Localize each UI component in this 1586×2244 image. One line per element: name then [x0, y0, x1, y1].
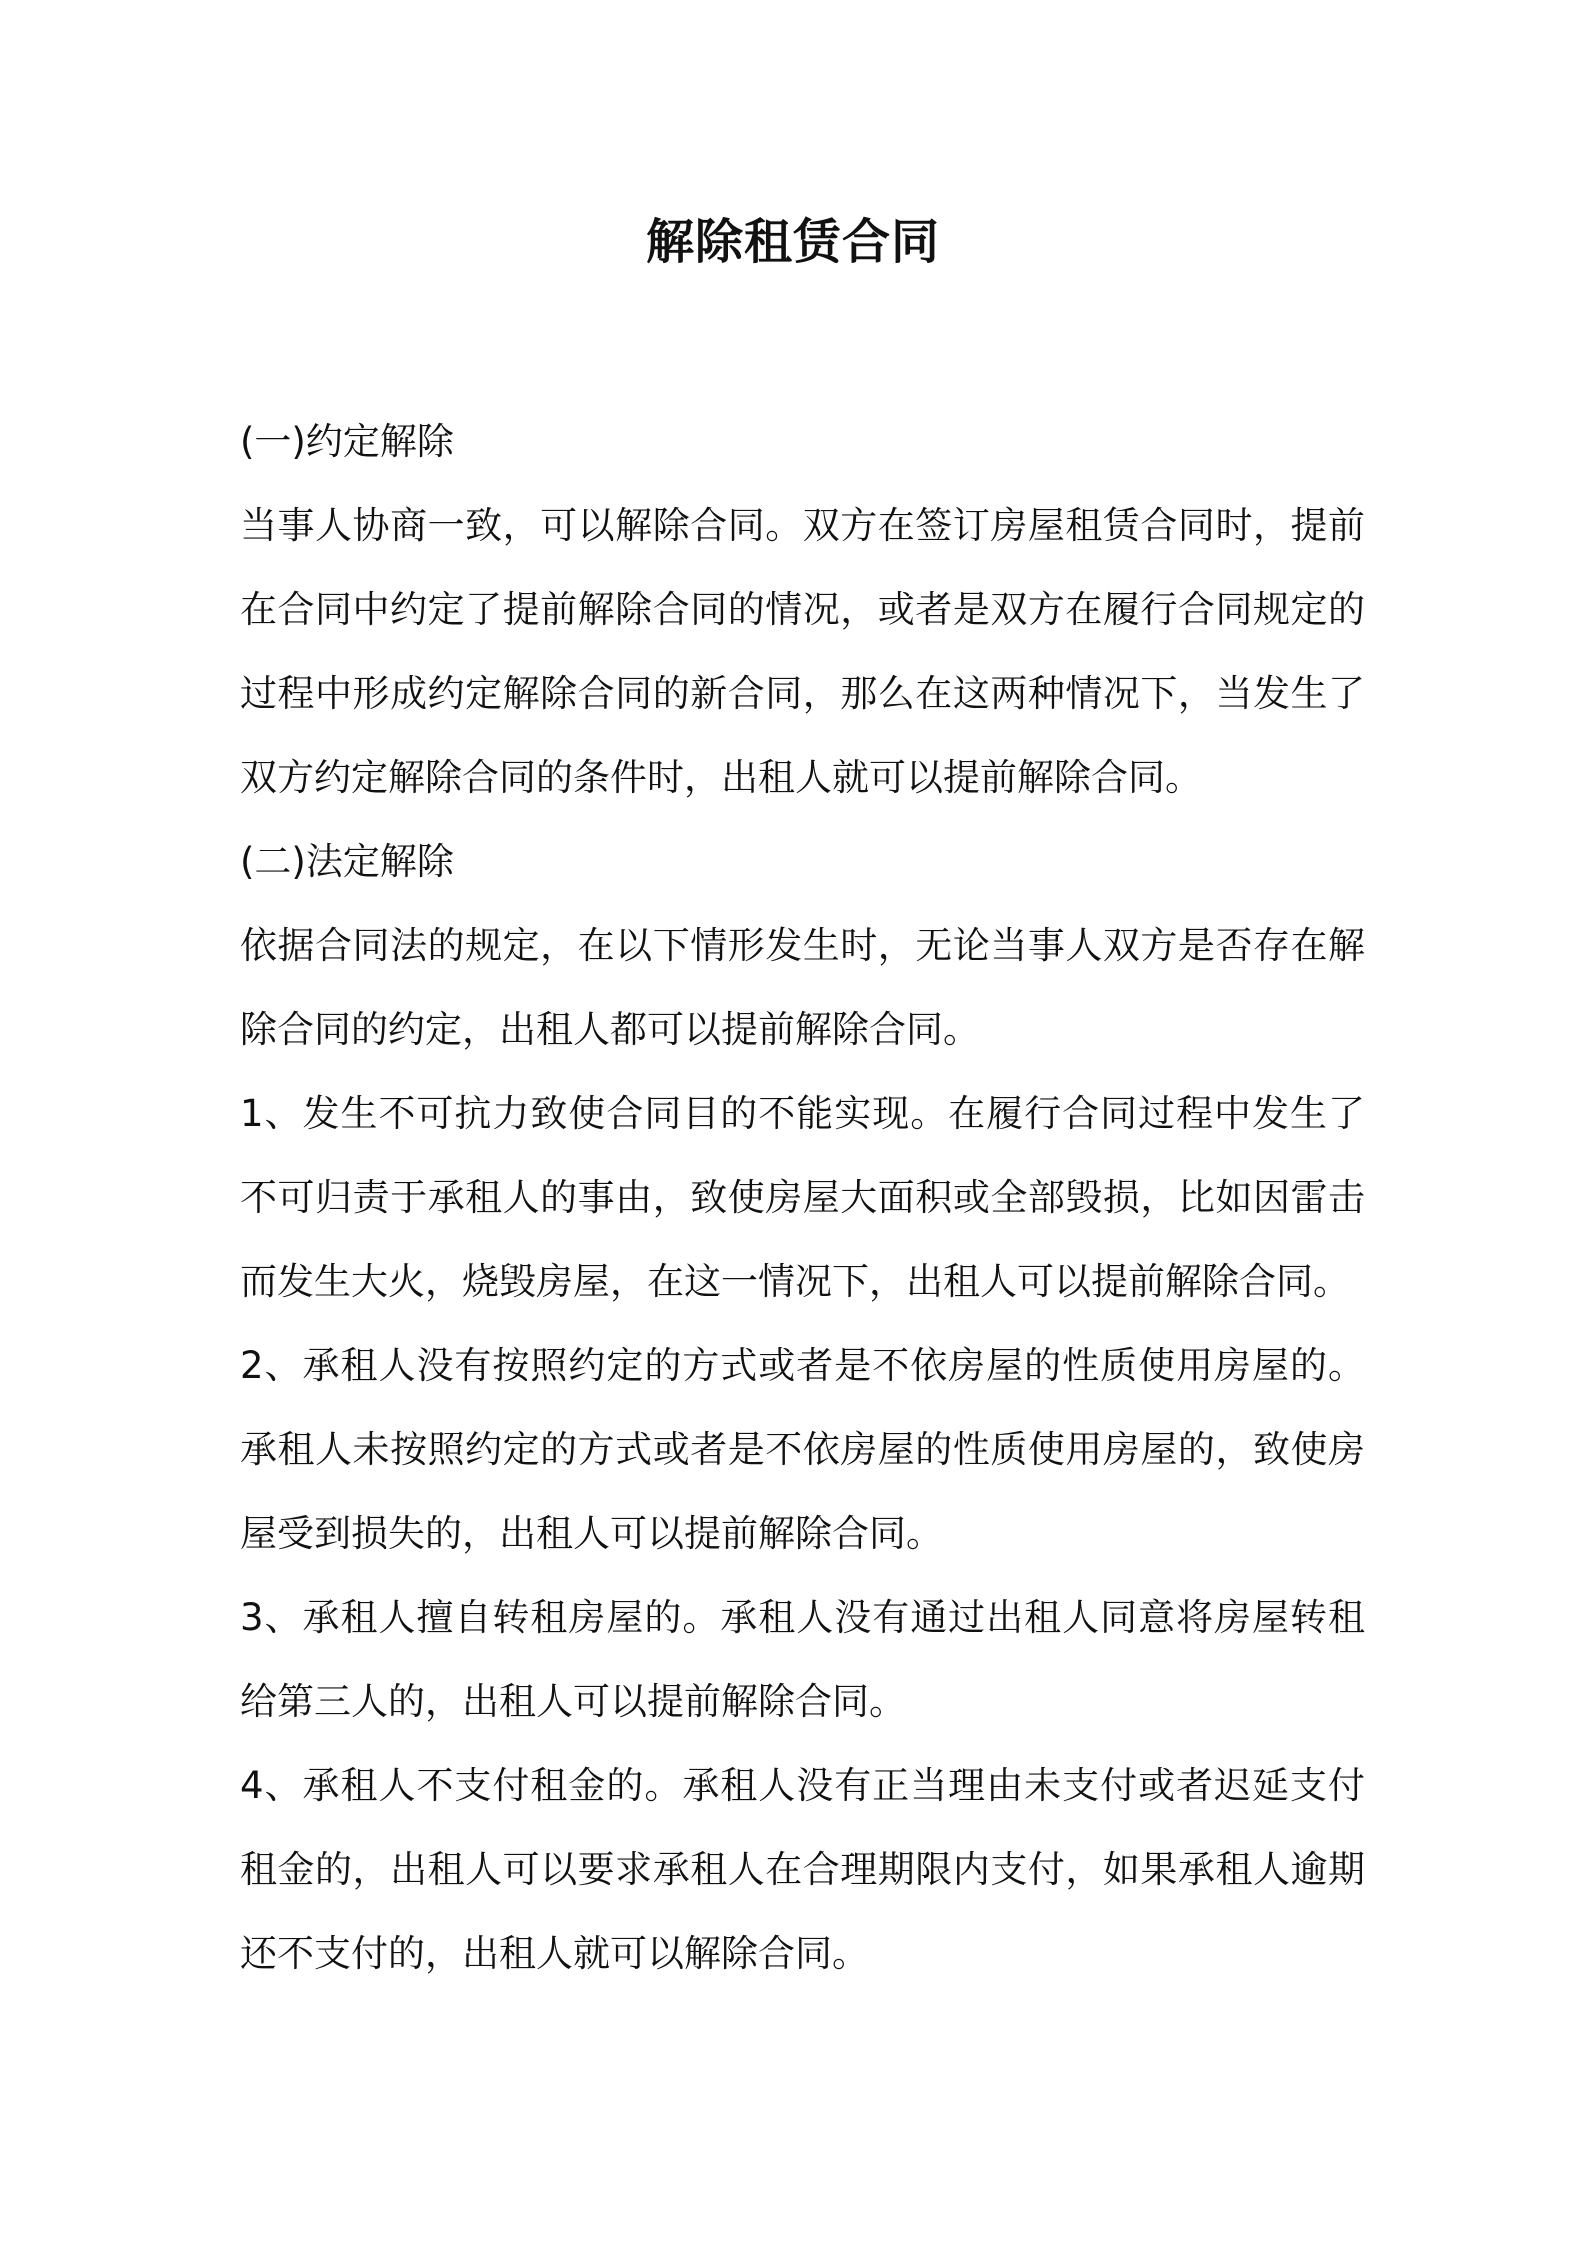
section-heading-legal-termination: (二)法定解除	[240, 840, 454, 883]
section-heading-agreed-termination: (一)约定解除	[240, 420, 454, 463]
document-title: 解除租赁合同	[645, 214, 940, 270]
paragraph-agreed-termination: 当事人协商一致，可以解除合同。双方在签订房屋租赁合同时，提前在合同中约定了提前解除合同的情况，或者是双方在履行合同规定的过程中形成约定解除合同的新合同，那么在这两种情况下，当发生了双方约定解除合同的条件时，出租人就可以提前解除合同。	[240, 504, 1365, 799]
document-body	[240, 400, 1365, 1996]
list-item-3: 3、承租人擅自转租房屋的。承租人没有通过出租人同意将房屋转租给第三人的，出租人可以提前解除合同。	[240, 1596, 1365, 1723]
list-item-2: 2、承租人没有按照约定的方式或者是不依房屋的性质使用房屋的。承租人未按照约定的方式或者是不依房屋的性质使用房屋的，致使房屋受到损失的，出租人可以提前解除合同。	[240, 1344, 1365, 1555]
paragraph-legal-termination-intro: 依据合同法的规定，在以下情形发生时，无论当事人双方是否存在解除合同的约定，出租人都可以提前解除合同。	[240, 924, 1365, 1051]
list-item-1: 1、发生不可抗力致使合同目的不能实现。在履行合同过程中发生了不可归责于承租人的事由，致使房屋大面积或全部毁损，比如因雷击而发生大火，烧毁房屋，在这一情况下，出租人可以提前解除合同。	[240, 1092, 1365, 1303]
list-item-4: 4、承租人不支付租金的。承租人没有正当理由未支付或者迟延支付租金的，出租人可以要求承租人在合理期限内支付，如果承租人逾期还不支付的，出租人就可以解除合同。	[240, 1764, 1365, 1975]
